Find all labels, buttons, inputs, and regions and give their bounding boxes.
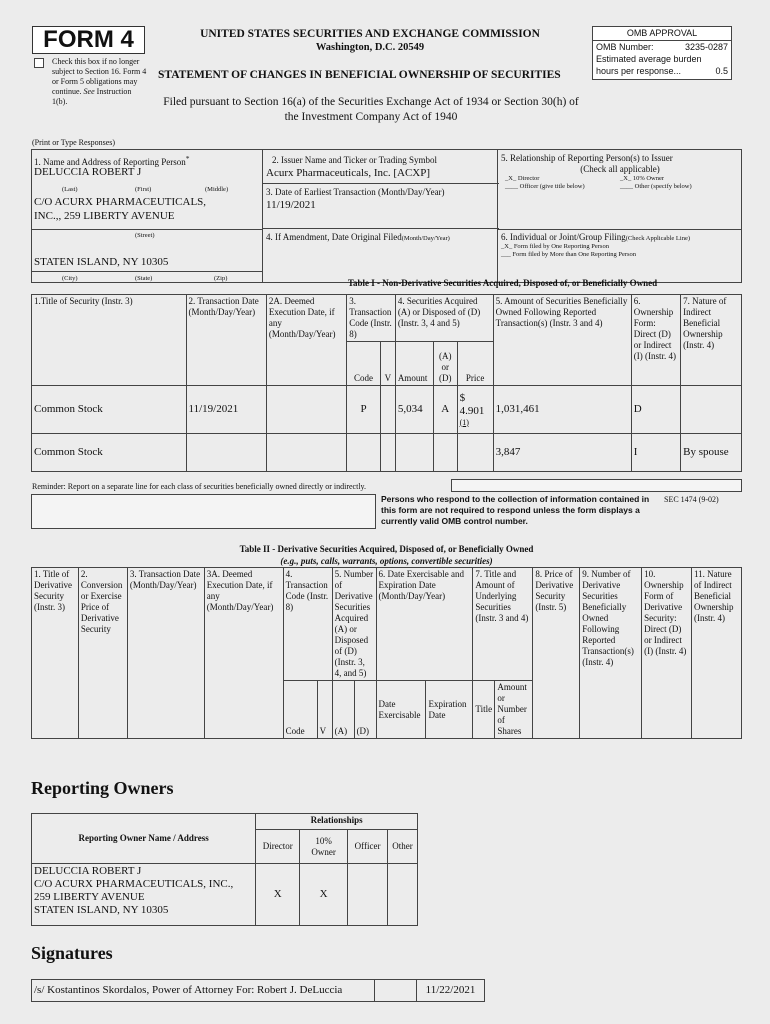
amendment-label: 4. If Amendment, Date Original Filed(Month/Day/Year): [266, 232, 450, 242]
t2-h5: 5. Number of Derivative Securities Acquired (A) or Disposed of (D) (Instr. 3, 4, and 5): [332, 568, 376, 681]
notice-blank-box: [31, 494, 376, 529]
owners-col-other: Other: [388, 830, 418, 864]
agency-city: Washington, D.C. 20549: [315, 42, 425, 53]
omb-hours-label: hours per response...: [596, 66, 682, 76]
t1-r2-title: Common Stock: [32, 434, 187, 472]
city-divider: [31, 271, 263, 272]
reporting-owners-table: [31, 813, 418, 926]
t2-a: (A): [332, 681, 354, 739]
city-state-zip: STATEN ISLAND, NY 10305: [34, 256, 169, 268]
t1-r2-price: [457, 434, 493, 472]
t1-h7: 7. Nature of Indirect Beneficial Ownership (Instr. 4): [681, 295, 742, 386]
t2-code: Code: [283, 681, 317, 739]
t2-h8: 8. Price of Derivative Security (Instr. 5): [533, 568, 580, 739]
reporting-person-label: 1. Name and Address of Reporting Person*: [34, 154, 190, 167]
t2-h7: 7. Title and Amount of Underlying Securities (Instr. 3 and 4): [473, 568, 533, 681]
t1-r1-deemed: [266, 386, 346, 434]
t1-r1-code: P: [347, 386, 381, 434]
relationship-divider: [498, 229, 742, 230]
owners-col-officer: Officer: [348, 830, 388, 864]
table2-subtitle: (e.g., puts, calls, warrants, options, convertible securities): [280, 556, 493, 566]
t2-v: V: [317, 681, 332, 739]
t1-r2-deemed: [266, 434, 346, 472]
omb-hours: 0.5: [715, 66, 728, 76]
owners-relationships: Relationships: [256, 814, 418, 830]
state-label: (State): [135, 275, 153, 282]
signer-name: /s/ Kostantinos Skordalos, Power of Attorney For: Robert J. DeLuccia: [32, 980, 375, 1002]
t1-r1-form: D: [631, 386, 680, 434]
filing-one: _X_ Form filed by One Reporting Person: [501, 243, 609, 250]
t2-h3a: 3A. Deemed Execution Date, if any (Month/Day/Year): [204, 568, 283, 739]
t1-r2-amount: [395, 434, 433, 472]
middle-label: (Middle): [205, 186, 229, 193]
persons-notice: Persons who respond to the collection of information contained in this form are not required to respond unless the form displays a currently valid OMB control number.: [381, 494, 650, 526]
statement-title: STATEMENT OF CHANGES IN BENEFICIAL OWNERSHIP OF SECURITIES: [158, 69, 561, 81]
omb-number-label: OMB Number:: [596, 42, 654, 52]
t1-r2-nature: By spouse: [681, 434, 742, 472]
t1-h2: 2. Transaction Date (Month/Day/Year): [186, 295, 266, 386]
address-line1: C/O ACURX PHARMACEUTICALS,: [34, 196, 207, 208]
omb-number: 3235-0287: [684, 42, 728, 52]
owner-name-address: DELUCCIA ROBERT J C/O ACURX PHARMACEUTICALS, INC., 259 LIBERTY AVENUE STATEN ISLAND, NY 10305: [32, 864, 256, 926]
owners-col-name: Reporting Owner Name / Address: [32, 814, 256, 864]
t1-r2-owned: 3,847: [493, 434, 631, 472]
t1-r1-owned: 1,031,461: [493, 386, 631, 434]
reminder-text: Reminder: Report on a separate line for each class of securities beneficially owned directly or indirectly.: [32, 482, 367, 491]
t1-r1-title: Common Stock: [32, 386, 187, 434]
city-label: (City): [62, 275, 78, 282]
check-box-text: Check this box if no longer subject to Section 16. Form 4 or Form 5 obligations may continue. See Instruction 1(b).: [52, 57, 147, 106]
owner-officer: [348, 864, 388, 926]
no-longer-subject-checkbox[interactable]: [34, 58, 44, 68]
reminder-field: [451, 479, 742, 492]
officer-check: ____ Officer (give title below): [505, 183, 585, 190]
print-type-note: (Print or Type Responses): [32, 138, 116, 147]
t1-code: Code: [347, 342, 381, 386]
other-check: ____ Other (specify below): [620, 183, 692, 190]
earliest-date: 11/19/2021: [266, 199, 316, 211]
signatures-heading: Signatures: [31, 943, 113, 963]
issuer-name: Acurx Pharmaceuticals, Inc. [ACXP]: [266, 167, 431, 179]
t1-h6: 6. Ownership Form: Direct (D) or Indirect (I) (Instr. 4): [631, 295, 680, 386]
table2-title: Table II - Derivative Securities Acquired, Disposed of, or Beneficially Owned: [239, 544, 534, 554]
earliest-date-label: 3. Date of Earliest Transaction (Month/Day/Year): [266, 187, 445, 197]
t1-r1-v: [380, 386, 395, 434]
table-row: [32, 434, 742, 472]
t1-price: Price: [457, 342, 493, 386]
t1-h4: 4. Securities Acquired (A) or Disposed of (D) (Instr. 3, 4 and 5): [395, 295, 493, 342]
form-title: FORM 4: [32, 26, 145, 54]
omb-title: OMB APPROVAL: [593, 27, 731, 41]
t1-r1-amount: 5,034: [395, 386, 433, 434]
t1-h1: 1.Title of Security (Instr. 3): [32, 295, 187, 386]
t1-amount: Amount: [395, 342, 433, 386]
address-divider: [31, 229, 263, 230]
t2-h1: 1. Title of Derivative Security (Instr. 3): [32, 568, 79, 739]
reporting-owners-heading: Reporting Owners: [31, 778, 174, 798]
last-label: (Last): [62, 186, 78, 193]
t2-d: (D): [354, 681, 376, 739]
t1-r2-form: I: [631, 434, 680, 472]
t2-exp: Expiration Date: [426, 681, 473, 739]
t2-h6: 6. Date Exercisable and Expiration Date (Month/Day/Year): [376, 568, 473, 681]
signatures-table: [31, 979, 485, 1002]
t2-h11: 11. Nature of Indirect Beneficial Ownership (Instr. 4): [692, 568, 742, 739]
t2-h9: 9. Number of Derivative Securities Beneficially Owned Following Reported Transaction(s) (Instr. 4): [580, 568, 642, 739]
t2-h4: 4. Transaction Code (Instr. 8): [283, 568, 332, 681]
omb-burden-label: Estimated average burden: [596, 54, 702, 64]
t1-r2-date: [186, 434, 266, 472]
t1-r2-ad: [433, 434, 457, 472]
filing-more: ___ Form filed by More than One Reporting Person: [501, 251, 637, 258]
owner-director: X: [256, 864, 300, 926]
zip-label: (Zip): [214, 275, 228, 282]
t1-h3: 3. Transaction Code (Instr. 8): [347, 295, 396, 342]
filed-pursuant-line2: the Investment Company Act of 1940: [284, 111, 458, 123]
owners-col-director: Director: [256, 830, 300, 864]
owner-other: [388, 864, 418, 926]
owners-col-ten: 10% Owner: [300, 830, 348, 864]
footnote-link[interactable]: (1): [459, 417, 469, 427]
t1-r2-code: [347, 434, 381, 472]
t2-date-ex: Date Exercisable: [376, 681, 426, 739]
filed-pursuant-line1: Filed pursuant to Section 16(a) of the Securities Exchange Act of 1934 or Section 30(h) of: [163, 96, 579, 108]
t2-h3: 3. Transaction Date (Month/Day/Year): [127, 568, 204, 739]
t2-amount: Amount or Number of Shares: [495, 681, 533, 739]
first-label: (First): [135, 186, 152, 193]
owner-ten: X: [300, 864, 348, 926]
table1: [31, 294, 742, 472]
t2-h10: 10. Ownership Form of Derivative Security: Direct (D) or Indirect (I) (Instr. 4): [642, 568, 692, 739]
t1-h5: 5. Amount of Securities Beneficially Owned Following Reported Transaction(s) (Instr. 3 and 4): [493, 295, 631, 386]
t1-r1-nature: [681, 386, 742, 434]
omb-approval-box: [592, 26, 732, 80]
table-row: [32, 864, 418, 926]
agency-name: UNITED STATES SECURITIES AND EXCHANGE COMMISSION: [200, 28, 540, 40]
t2-h2: 2. Conversion or Exercise Price of Derivative Security: [78, 568, 127, 739]
sec-code: SEC 1474 (9-02): [664, 495, 719, 504]
t1-h2a: 2A. Deemed Execution Date, if any (Month/Day/Year): [266, 295, 346, 386]
t1-r1-ad: A: [433, 386, 457, 434]
table1-title: Table I - Non-Derivative Securities Acquired, Disposed of, or Beneficially Owned: [347, 278, 658, 288]
ten-pct-check: _X_ 10% Owner: [620, 175, 665, 182]
t1-aord: (A) or (D): [433, 342, 457, 386]
signature-date: 11/22/2021: [417, 980, 485, 1002]
t2-title: Title: [473, 681, 495, 739]
relationship-sub: (Check all applicable): [580, 164, 660, 174]
director-check: _X_ Director: [505, 175, 540, 182]
reporting-person-name: DELUCCIA ROBERT J: [34, 166, 142, 178]
relationship-label: 5. Relationship of Reporting Person(s) to Issuer: [501, 153, 673, 163]
filing-label: 6. Individual or Joint/Group Filing(Check Applicable Line): [501, 232, 691, 242]
issuer-label: 2. Issuer Name and Ticker or Trading Symbol: [272, 155, 437, 165]
signature-spacer: [375, 980, 417, 1002]
t1-r1-date: 11/19/2021: [186, 386, 266, 434]
t1-r1-price: $ 4.901 (1): [457, 386, 493, 434]
address-line2: INC.,, 259 LIBERTY AVENUE: [34, 210, 175, 222]
table2: [31, 567, 742, 739]
street-label: (Street): [135, 232, 155, 239]
t1-v: V: [380, 342, 395, 386]
table-row: [32, 386, 742, 434]
t1-r2-v: [380, 434, 395, 472]
